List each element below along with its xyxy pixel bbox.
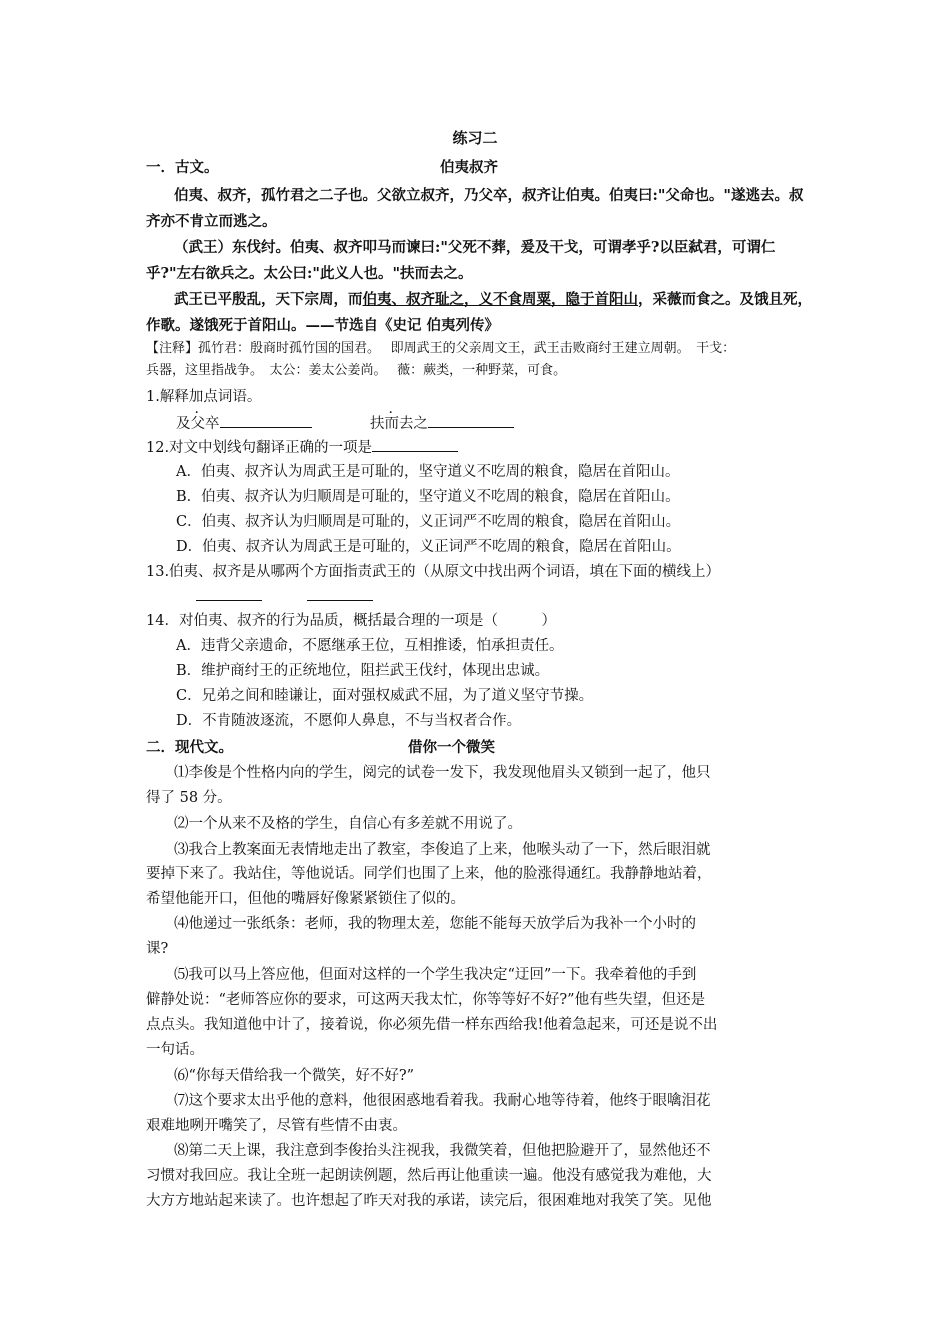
s2-line: ⑶我合上教案面无表情地走出了教室，李俊追了上来，他喉头动了一下，然后眼泪就 bbox=[174, 842, 711, 858]
page-title: 练习二 bbox=[452, 129, 498, 147]
q13-answers bbox=[196, 586, 373, 607]
question-12 bbox=[146, 437, 458, 458]
q12-option-a[interactable]: A．伯夷、叔齐认为周武王是可耻的，坚守道义不吃周的粮食，隐居在首阳山。 bbox=[176, 464, 680, 480]
answer-blank[interactable] bbox=[220, 413, 312, 428]
s2-line: ⑷他递过一张纸条：老师，我的物理太差，您能不能每天放学后为我补一个小时的 bbox=[174, 916, 696, 932]
q14-option-a[interactable]: A．违背父亲遗命，不愿继承王位，互相推诿，怕承担责任。 bbox=[176, 638, 564, 654]
para3-line2: 作歌。遂饿死于首阳山。——节选自《史记 伯夷列传》 bbox=[146, 317, 500, 334]
answer-blank[interactable] bbox=[372, 437, 458, 452]
q14-option-c[interactable]: C．兄弟之间和睦谦让，面对强权威武不屈，为了道义坚守节操。 bbox=[176, 688, 594, 704]
question-14: 14．对伯夷、叔齐的行为品质，概括最合理的一项是（ ） bbox=[146, 613, 556, 629]
question-13: 13.伯夷、叔齐是从哪两个方面指责武王的（从原文中找出两个词语，填在下面的横线上） bbox=[146, 564, 721, 580]
para3-post: ，采薇而食之。及饿且死， bbox=[638, 291, 812, 308]
para3-pre: 武王已平殷乱，天下宗周，而 bbox=[174, 291, 363, 308]
para1-line2: 齐亦不肯立而逃之。 bbox=[146, 213, 277, 230]
section2-label: 二．现代文。 bbox=[146, 739, 233, 756]
s2-line: 要掉下来了。我站住，等他说话。同学们也围了上来，他的脸涨得通红。我静静地站着， bbox=[146, 866, 712, 882]
answer-blank[interactable] bbox=[307, 586, 373, 601]
q1a-pre: 及 bbox=[176, 416, 191, 432]
s2-line: 一句话。 bbox=[146, 1042, 204, 1058]
s2-line: 习惯对我回应。我让全班一起朗读例题，然后再让他重读一遍。他没有感觉我为难他，大 bbox=[146, 1168, 712, 1184]
para2-line2: 乎?"左右欲兵之。太公曰:"此义人也。"扶而去之。 bbox=[146, 265, 473, 282]
question-1-item-b bbox=[370, 413, 514, 434]
s2-line: 僻静处说：“老师答应你的要求，可这两天我太忙，你等等好不好?”他有些失望，但还是 bbox=[146, 992, 706, 1008]
q12-option-c[interactable]: C．伯夷、叔齐认为归顺周是可耻的，义正词严不吃周的粮食，隐居在首阳山。 bbox=[176, 514, 681, 530]
q14-option-d[interactable]: D．不肯随波逐流，不愿仰人鼻息，不与当权者合作。 bbox=[176, 713, 522, 729]
question-12-text: 12.对文中划线句翻译正确的一项是 bbox=[146, 440, 373, 456]
s2-line: 艰难地咧开嘴笑了，尽管有些情不由衷。 bbox=[146, 1118, 407, 1134]
q12-option-d[interactable]: D．伯夷、叔齐认为周武王是可耻的，义正词严不吃周的粮食，隐居在首阳山。 bbox=[176, 539, 681, 555]
q1b-post: 去之 bbox=[399, 416, 428, 432]
s2-line: 课? bbox=[146, 941, 169, 957]
q1a-dotted: 父卒 bbox=[190, 416, 220, 432]
s2-line: ⑹“你每天借给我一个微笑，好不好?” bbox=[174, 1068, 415, 1084]
underlined-sentence: 伯夷、叔齐耻之，义不食周粟，隐于首阳山 bbox=[362, 291, 638, 308]
q1b-dotted: 而 bbox=[384, 416, 399, 432]
note-line2: 兵器，这里指战争。 太公：姜太公姜尚。 薇：蕨类，一种野菜，可食。 bbox=[146, 363, 567, 378]
s2-line: 希望他能开口，但他的嘴唇好像紧紧锁住了似的。 bbox=[146, 891, 465, 907]
q14-option-b[interactable]: B．维护商纣王的正统地位，阻拦武王伐纣，体现出忠诚。 bbox=[176, 663, 550, 679]
section1-label: 一．古文。 bbox=[146, 159, 219, 176]
para3-line1 bbox=[174, 290, 812, 310]
para1-line1: 伯夷、叔齐，孤竹君之二子也。父欲立叔齐，乃父卒，叔齐让伯夷。伯夷曰:"父命也。"遂逃去。叔 bbox=[174, 187, 804, 204]
s2-line: ⑴李俊是个性格内向的学生，阅完的试卷一发下，我发现他眉头又锁到一起了，他只 bbox=[174, 765, 711, 781]
question-1-item-a bbox=[176, 413, 312, 434]
section1-article-title: 伯夷叔齐 bbox=[440, 159, 498, 176]
q1b-pre: 扶 bbox=[370, 416, 385, 432]
para2-line1: （武王）东伐纣。伯夷、叔齐叩马而谏曰:"父死不葬，爰及干戈，可谓孝乎?以臣弑君，可谓仁 bbox=[174, 239, 776, 256]
s2-line: ⑵一个从来不及格的学生，自信心有多差就不用说了。 bbox=[174, 816, 522, 832]
question-1: 1.解释加点词语。 bbox=[146, 389, 262, 405]
answer-blank[interactable] bbox=[428, 413, 514, 428]
s2-line: ⑸我可以马上答应他，但面对这样的一个学生我决定“迂回”一下。我牵着他的手到 bbox=[174, 967, 697, 983]
note-line1: 【注释】孤竹君：殷商时孤竹国的国君。 即周武王的父亲周文王，武王击败商纣王建立周朝。 干戈： bbox=[146, 341, 736, 356]
s2-line: 点点头。我知道他中计了，接着说，你必须先借一样东西给我!他着急起来，可还是说不出 bbox=[146, 1017, 718, 1033]
q12-option-b[interactable]: B．伯夷、叔齐认为归顺周是可耻的，坚守道义不吃周的粮食，隐居在首阳山。 bbox=[176, 489, 680, 505]
s2-line: ⑺这个要求太出乎他的意料，他很困惑地看着我。我耐心地等待着，他终于眼噙泪花 bbox=[174, 1093, 711, 1109]
answer-blank[interactable] bbox=[196, 586, 262, 601]
section2-article-title: 借你一个微笑 bbox=[408, 739, 495, 756]
s2-line: 大方方地站起来读了。也许想起了昨天对我的承诺，读完后，很困难地对我笑了笑。见他 bbox=[146, 1193, 712, 1209]
s2-line: ⑻第二天上课，我注意到李俊抬头注视我，我微笑着，但他把脸避开了，显然他还不 bbox=[174, 1143, 711, 1159]
s2-line: 得了 58 分。 bbox=[146, 790, 232, 806]
